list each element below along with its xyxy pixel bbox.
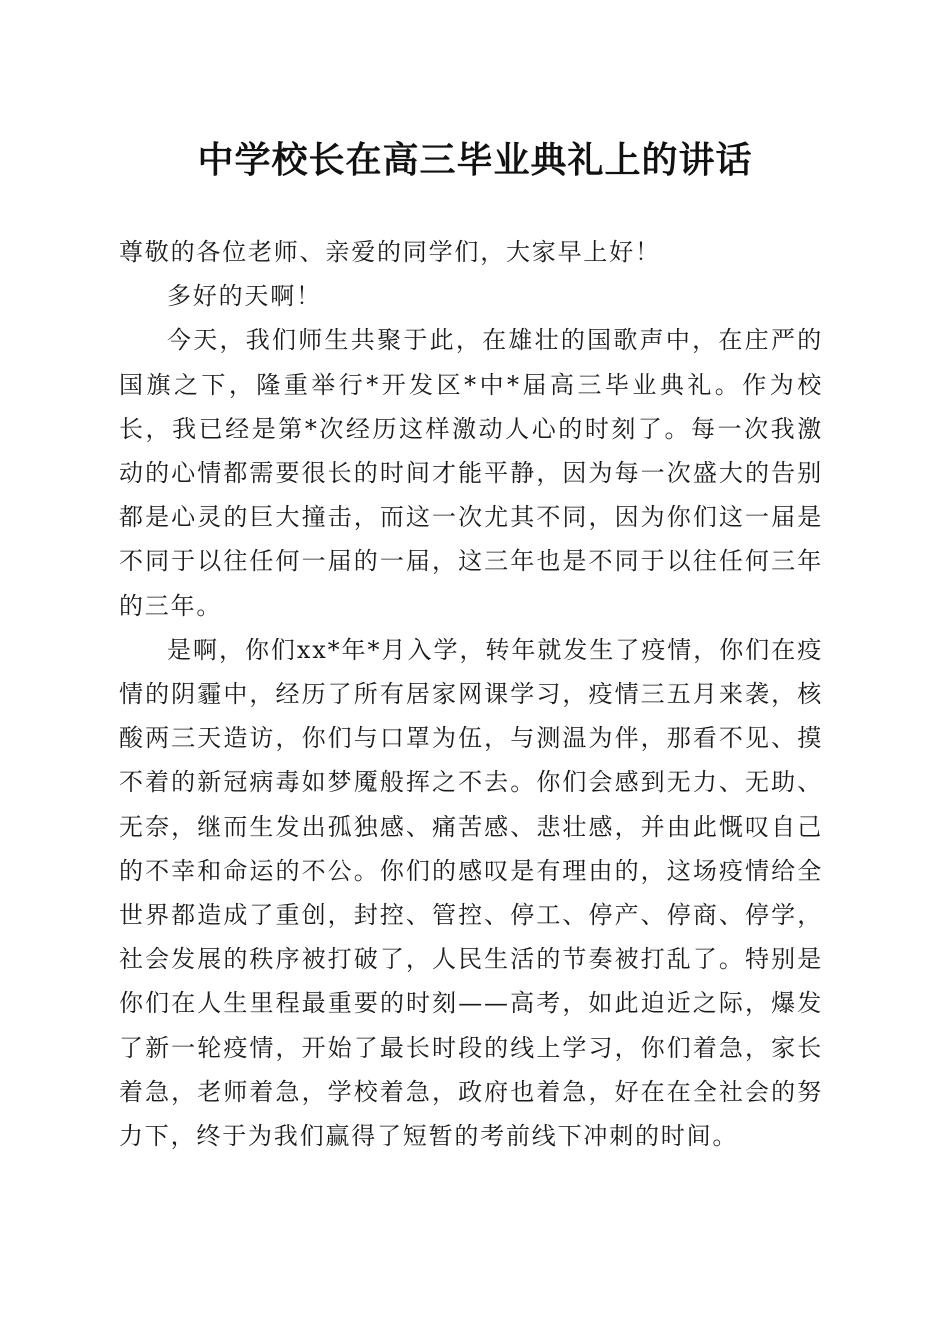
document-body [119,230,823,1158]
paragraph-3: 是啊，你们xx*年*月入学，转年就发生了疫情，你们在疫情的阴霾中，经历了所有居家网课学习，疫情三五月来袭，核酸两三天造访，你们与口罩为伍，与测温为伴，那看不见、摸不着的新冠病毒如梦魇般挥之不去。你们会感到无力、无助、无奈，继而生发出孤独感、痛苦感、悲壮感，并由此慨叹自己的不幸和命运的不公。你们的感叹是有理由的，这场疫情给全世界都造成了重创，封控、管控、停工、停产、停商、停学，社会发展的秩序被打破了，人民生活的节奏被打乱了。特别是你们在人生里程最重要的时刻——高考，如此迫近之际，爆发了新一轮疫情，开始了最长时段的线上学习，你们着急，家长着急，老师着急，学校着急，政府也着急，好在在全社会的努力下，终于为我们赢得了短暂的考前线下冲刺的时间。 [119,635,823,1151]
paragraph-1: 多好的天啊！ [167,282,322,311]
salutation-line: 尊敬的各位老师、亲爱的同学们，大家早上好！ [119,238,661,266]
paragraph-2: 今天，我们师生共聚于此，在雄壮的国歌声中，在庄严的国旗之下，隆重举行*开发区*中*届高三毕业典礼。作为校长，我已经是第*次经历这样激动人心的时刻了。每一次我激动的心情都需要很长的时间才能平静，因为每一次盛大的告别都是心灵的巨大撞击，而这一次尤其不同，因为你们这一届是不同于以往任何一届的一届，这三年也是不同于以往任何三年的三年。 [119,326,823,620]
document-title: 中学校长在高三毕业典礼上的讲话 [197,139,753,181]
